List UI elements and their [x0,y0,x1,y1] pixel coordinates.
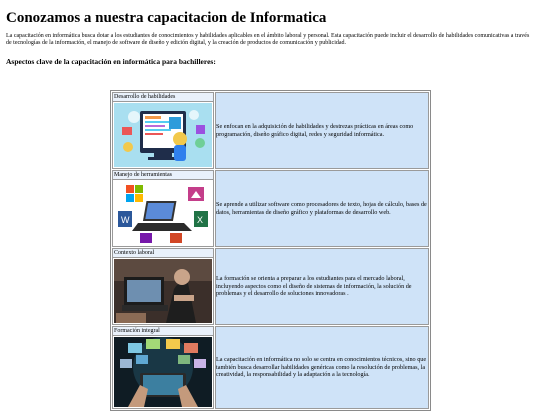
row-label-cell [112,326,214,409]
laptop-work-photo [114,259,212,323]
row-title: Contexto laboral [113,249,213,258]
table-row [112,92,429,169]
tablet-apps-hands-photo [114,337,212,407]
row-description: Se aprende a utilizar software como procesadores de texto, hojas de cálculo, bases de datos, herramientas de diseño gráfico y plataformas de desarrollo web. [215,170,429,247]
row-title: Manejo de herramientas [113,171,213,180]
row-title: Desarrollo de habilidades [113,93,213,102]
row-label-cell [112,170,214,247]
row-description: Se enfocan en la adquisición de habilidades y destrezas prácticas en áreas como programación, diseño gráfico digital, redes y seguridad informática. [215,92,429,169]
row-label-cell [112,92,214,169]
intro-paragraph: La capacitación en informática busca dotar a los estudiantes de conocimientos y habilidades aplicables en el ámbito laboral y personal. Esta capacitación puede incluir el desarrollo de habilidades comunicativas a través de tecnologías de la información, el manejo de software de diseño y edición digital, y la creación de productos de comunicación y publicidad. [6,33,530,46]
svg-text:W: W [121,215,130,225]
svg-text:X: X [197,215,204,225]
row-title: Formación integral [113,327,213,336]
section-heading: Aspectos clave de la capacitación en informática para bachilleres: [6,57,216,66]
row-description: La capacitación en informática no solo se centra en conocimientos técnicos, sino que también busca desarrollar habilidades genéricas como la resolución de problemas, la creatividad, la responsabilidad y la adaptación a la tecnología. [215,326,429,409]
office-software-icons [114,181,212,245]
skills-table [110,90,431,411]
table-row [112,248,429,325]
web-development-illustration [114,103,212,167]
table-row [112,326,429,409]
table-row [112,170,429,247]
page [0,9,540,66]
row-description: La formación se orienta a preparar a los estudiantes para el mercado laboral, incluyendo aspectos como el diseño de sistemas de información, la solución de problemas y el desarrollo de soluciones innovadoras . [215,248,429,325]
page-title: Conozamos a nuestra capacitacion de Informatica [6,10,327,26]
row-label-cell [112,248,214,325]
